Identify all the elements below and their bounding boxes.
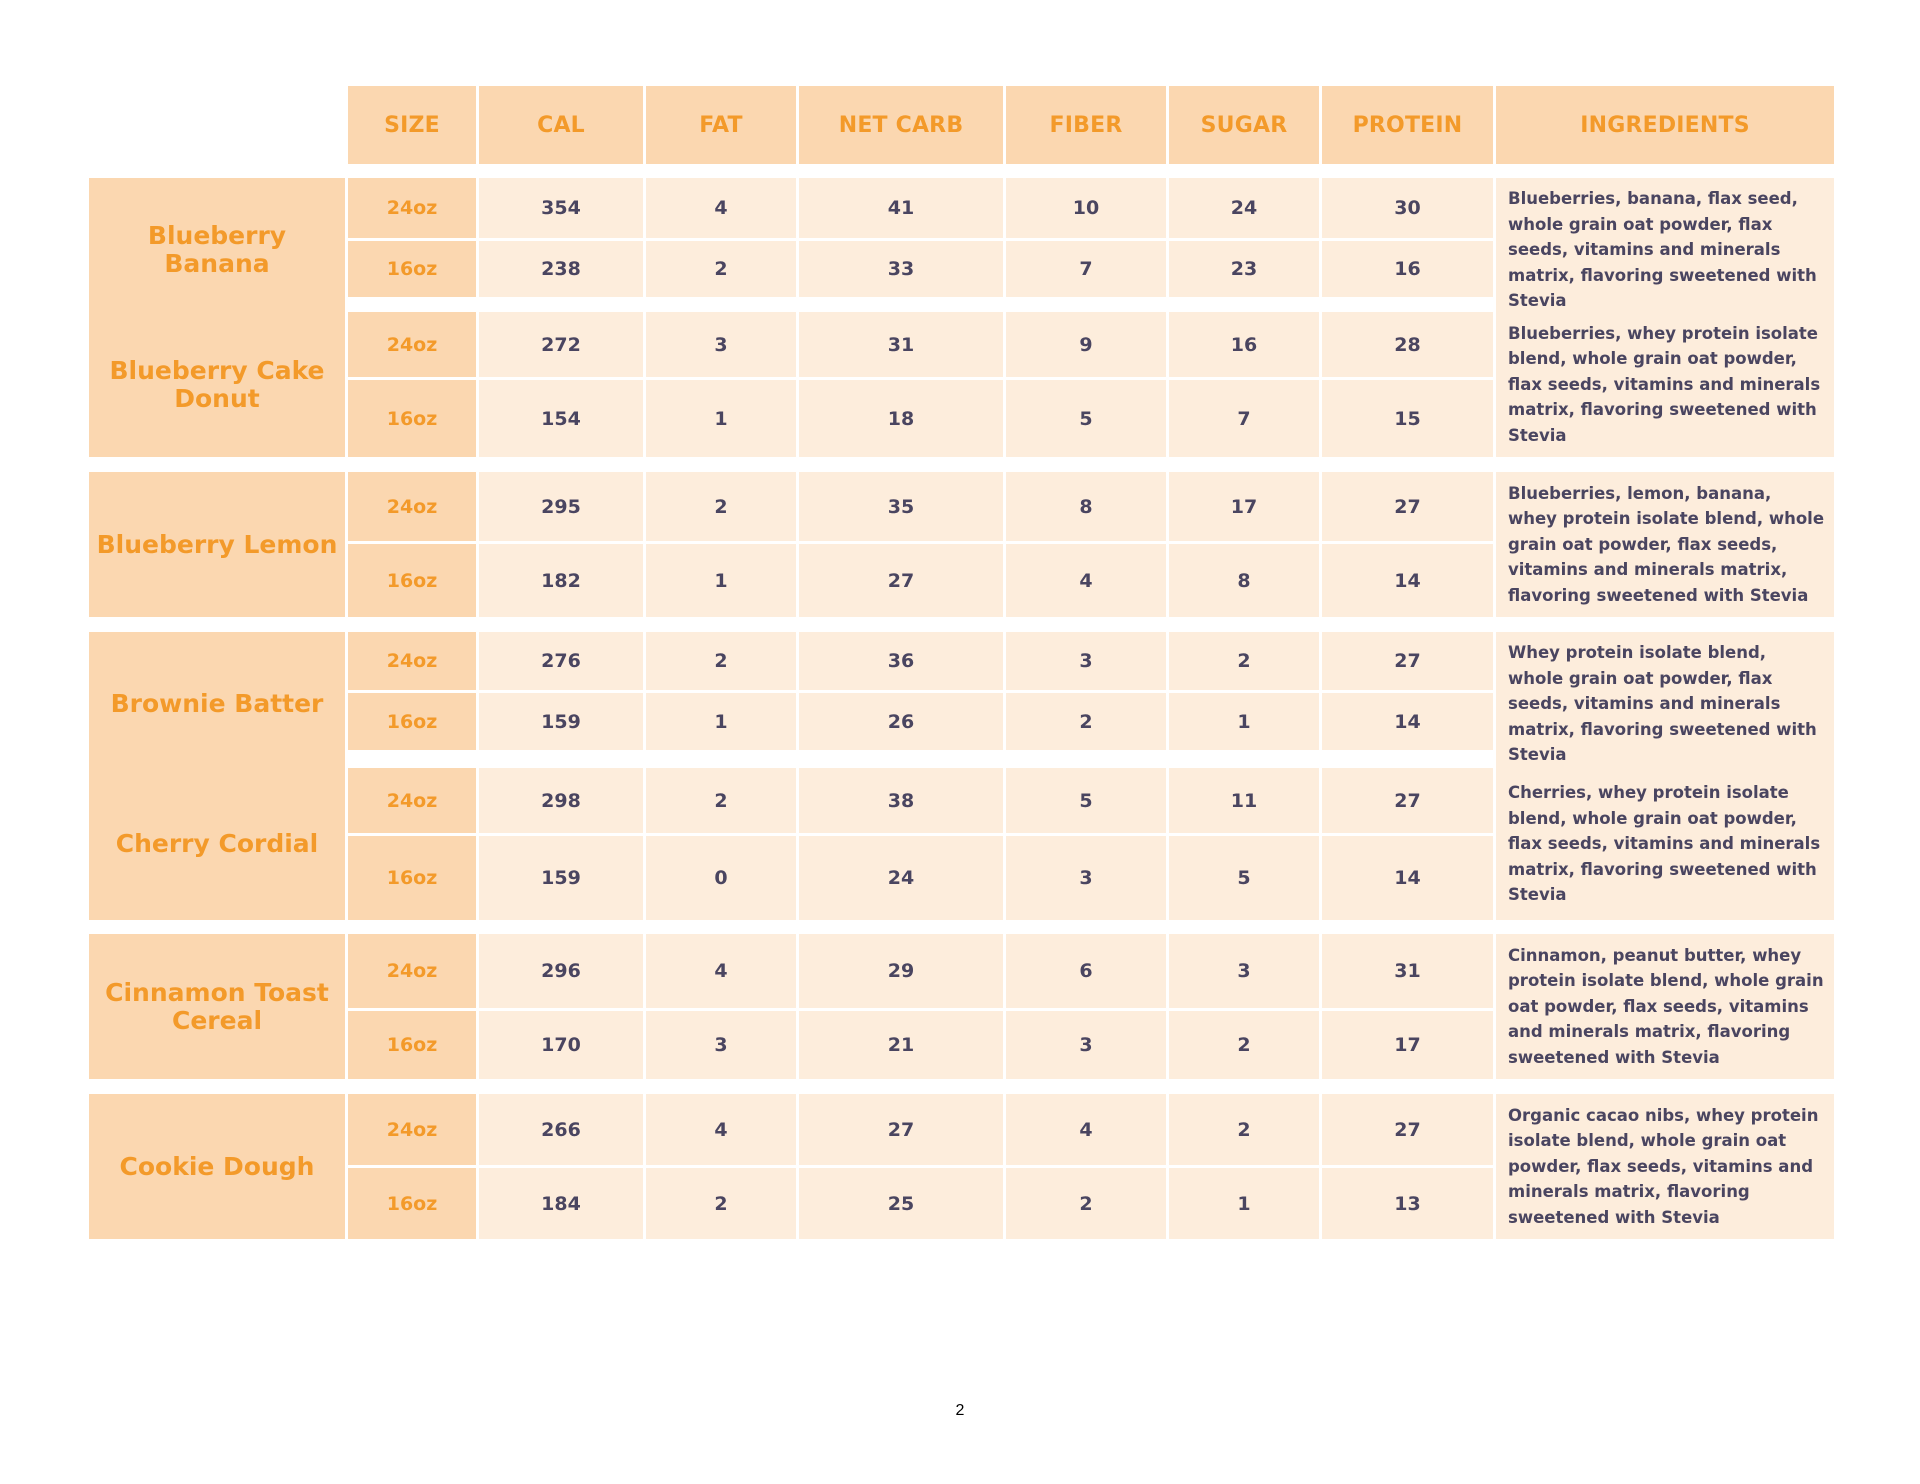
- sugar-cell: 3: [1169, 934, 1319, 1008]
- table-row: [348, 836, 1496, 920]
- header-net-carb: NET CARB: [799, 86, 1003, 164]
- product-name: Cinnamon Toast Cereal: [89, 934, 345, 1079]
- product-group: [89, 934, 1834, 1079]
- size-cell: 16oz: [348, 380, 476, 457]
- cal-cell: 276: [479, 632, 643, 690]
- header-fiber: FIBER: [1006, 86, 1166, 164]
- cal-cell: 154: [479, 380, 643, 457]
- product-name: Blueberry Cake Donut: [89, 312, 345, 457]
- net-carb-cell: 36: [799, 632, 1003, 690]
- fat-cell: 4: [646, 178, 796, 238]
- fiber-cell: 5: [1006, 768, 1166, 833]
- protein-cell: 31: [1322, 934, 1493, 1008]
- fiber-cell: 7: [1006, 241, 1166, 297]
- size-cell: 24oz: [348, 934, 476, 1008]
- product-name: Cherry Cordial: [89, 768, 345, 920]
- net-carb-cell: 38: [799, 768, 1003, 833]
- table-row: [348, 934, 1496, 1008]
- sugar-cell: 11: [1169, 768, 1319, 833]
- fat-cell: 2: [646, 241, 796, 297]
- protein-cell: 27: [1322, 632, 1493, 690]
- fiber-cell: 3: [1006, 1011, 1166, 1079]
- product-name: Blueberry Banana: [89, 178, 345, 322]
- protein-cell: 14: [1322, 693, 1493, 750]
- fiber-cell: 6: [1006, 934, 1166, 1008]
- header-size: SIZE: [348, 86, 476, 164]
- net-carb-cell: 41: [799, 178, 1003, 238]
- sugar-cell: 1: [1169, 1168, 1319, 1239]
- cal-cell: 272: [479, 312, 643, 377]
- sugar-cell: 2: [1169, 1094, 1319, 1165]
- net-carb-cell: 26: [799, 693, 1003, 750]
- table-row: [348, 1094, 1496, 1165]
- product-group: [89, 312, 1834, 457]
- size-cell: 24oz: [348, 632, 476, 690]
- sugar-cell: 17: [1169, 472, 1319, 541]
- product-group: [89, 1094, 1834, 1239]
- table-row: [348, 693, 1496, 750]
- protein-cell: 27: [1322, 1094, 1493, 1165]
- net-carb-cell: 27: [799, 1094, 1003, 1165]
- table-row: [348, 544, 1496, 617]
- net-carb-cell: 18: [799, 380, 1003, 457]
- fat-cell: 1: [646, 693, 796, 750]
- fat-cell: 0: [646, 836, 796, 920]
- fat-cell: 2: [646, 1168, 796, 1239]
- table-row: [348, 1011, 1496, 1079]
- sugar-cell: 2: [1169, 632, 1319, 690]
- protein-cell: 13: [1322, 1168, 1493, 1239]
- header-fat: FAT: [646, 86, 796, 164]
- table-row: [348, 472, 1496, 541]
- protein-cell: 14: [1322, 544, 1493, 617]
- fat-cell: 1: [646, 380, 796, 457]
- fat-cell: 1: [646, 544, 796, 617]
- sugar-cell: 23: [1169, 241, 1319, 297]
- cal-cell: 170: [479, 1011, 643, 1079]
- product-name: Brownie Batter: [89, 632, 345, 776]
- cal-cell: 298: [479, 768, 643, 833]
- table-row: [348, 768, 1496, 833]
- fiber-cell: 5: [1006, 380, 1166, 457]
- fat-cell: 3: [646, 1011, 796, 1079]
- sugar-cell: 1: [1169, 693, 1319, 750]
- net-carb-cell: 24: [799, 836, 1003, 920]
- size-cell: 16oz: [348, 1168, 476, 1239]
- fiber-cell: 4: [1006, 544, 1166, 617]
- net-carb-cell: 21: [799, 1011, 1003, 1079]
- net-carb-cell: 35: [799, 472, 1003, 541]
- fat-cell: 2: [646, 768, 796, 833]
- net-carb-cell: 25: [799, 1168, 1003, 1239]
- product-group: [89, 632, 1834, 776]
- cal-cell: 295: [479, 472, 643, 541]
- page-number: 2: [955, 1402, 965, 1419]
- sugar-cell: 5: [1169, 836, 1319, 920]
- sugar-cell: 16: [1169, 312, 1319, 377]
- cal-cell: 238: [479, 241, 643, 297]
- ingredients-cell: Blueberries, banana, flax seed, whole grain oat powder, flax seeds, vitamins and minerals matrix, flavoring sweetened with Stevia: [1496, 178, 1834, 322]
- sugar-cell: 2: [1169, 1011, 1319, 1079]
- fat-cell: 2: [646, 632, 796, 690]
- size-cell: 16oz: [348, 241, 476, 297]
- protein-cell: 16: [1322, 241, 1493, 297]
- fiber-cell: 2: [1006, 1168, 1166, 1239]
- size-cell: 16oz: [348, 693, 476, 750]
- ingredients-cell: Organic cacao nibs, whey protein isolate blend, whole grain oat powder, flax seeds, vitamins and minerals matrix, flavoring sweetened with Stevia: [1496, 1094, 1834, 1239]
- ingredients-cell: Blueberries, whey protein isolate blend, whole grain oat powder, flax seeds, vitamins and minerals matrix, flavoring sweetened with Stevia: [1496, 312, 1834, 457]
- fat-cell: 4: [646, 934, 796, 1008]
- cal-cell: 296: [479, 934, 643, 1008]
- fiber-cell: 2: [1006, 693, 1166, 750]
- header-sugar: SUGAR: [1169, 86, 1319, 164]
- sugar-cell: 8: [1169, 544, 1319, 617]
- protein-cell: 27: [1322, 768, 1493, 833]
- protein-cell: 17: [1322, 1011, 1493, 1079]
- size-cell: 16oz: [348, 1011, 476, 1079]
- fat-cell: 4: [646, 1094, 796, 1165]
- fiber-cell: 4: [1006, 1094, 1166, 1165]
- ingredients-cell: Blueberries, lemon, banana, whey protein isolate blend, whole grain oat powder, flax seeds, vitamins and minerals matrix, flavoring sweetened with Stevia: [1496, 472, 1834, 617]
- fat-cell: 3: [646, 312, 796, 377]
- table-row: [348, 178, 1496, 238]
- table-row: [348, 241, 1496, 297]
- size-cell: 24oz: [348, 768, 476, 833]
- protein-cell: 14: [1322, 836, 1493, 920]
- table-row: [348, 1168, 1496, 1239]
- size-cell: 16oz: [348, 836, 476, 920]
- cal-cell: 182: [479, 544, 643, 617]
- header-protein: PROTEIN: [1322, 86, 1493, 164]
- cal-cell: 159: [479, 693, 643, 750]
- cal-cell: 266: [479, 1094, 643, 1165]
- sugar-cell: 7: [1169, 380, 1319, 457]
- product-group: [89, 768, 1834, 920]
- size-cell: 16oz: [348, 544, 476, 617]
- size-cell: 24oz: [348, 312, 476, 377]
- fiber-cell: 3: [1006, 632, 1166, 690]
- fiber-cell: 8: [1006, 472, 1166, 541]
- ingredients-cell: Whey protein isolate blend, whole grain oat powder, flax seeds, vitamins and minerals matrix, flavoring sweetened with Stevia: [1496, 632, 1834, 776]
- cal-cell: 159: [479, 836, 643, 920]
- fiber-cell: 9: [1006, 312, 1166, 377]
- product-name: Blueberry Lemon: [89, 472, 345, 617]
- net-carb-cell: 33: [799, 241, 1003, 297]
- table-row: [348, 380, 1496, 457]
- header-cal: CAL: [479, 86, 643, 164]
- product-group: [89, 472, 1834, 617]
- fat-cell: 2: [646, 472, 796, 541]
- table-row: [348, 632, 1496, 690]
- protein-cell: 30: [1322, 178, 1493, 238]
- size-cell: 24oz: [348, 1094, 476, 1165]
- product-group: [89, 178, 1834, 322]
- net-carb-cell: 29: [799, 934, 1003, 1008]
- net-carb-cell: 27: [799, 544, 1003, 617]
- ingredients-cell: Cinnamon, peanut butter, whey protein isolate blend, whole grain oat powder, flax seeds, vitamins and minerals matrix, flavoring sweetened with Stevia: [1496, 934, 1834, 1079]
- protein-cell: 15: [1322, 380, 1493, 457]
- ingredients-cell: Cherries, whey protein isolate blend, whole grain oat powder, flax seeds, vitamins and minerals matrix, flavoring sweetened with Stevia: [1496, 768, 1834, 920]
- net-carb-cell: 31: [799, 312, 1003, 377]
- table-row: [348, 312, 1496, 377]
- cal-cell: 184: [479, 1168, 643, 1239]
- product-name: Cookie Dough: [89, 1094, 345, 1239]
- table-header: [348, 86, 1834, 164]
- fiber-cell: 10: [1006, 178, 1166, 238]
- protein-cell: 27: [1322, 472, 1493, 541]
- cal-cell: 354: [479, 178, 643, 238]
- sugar-cell: 24: [1169, 178, 1319, 238]
- size-cell: 24oz: [348, 178, 476, 238]
- fiber-cell: 3: [1006, 836, 1166, 920]
- protein-cell: 28: [1322, 312, 1493, 377]
- header-ingredients: INGREDIENTS: [1496, 86, 1834, 164]
- size-cell: 24oz: [348, 472, 476, 541]
